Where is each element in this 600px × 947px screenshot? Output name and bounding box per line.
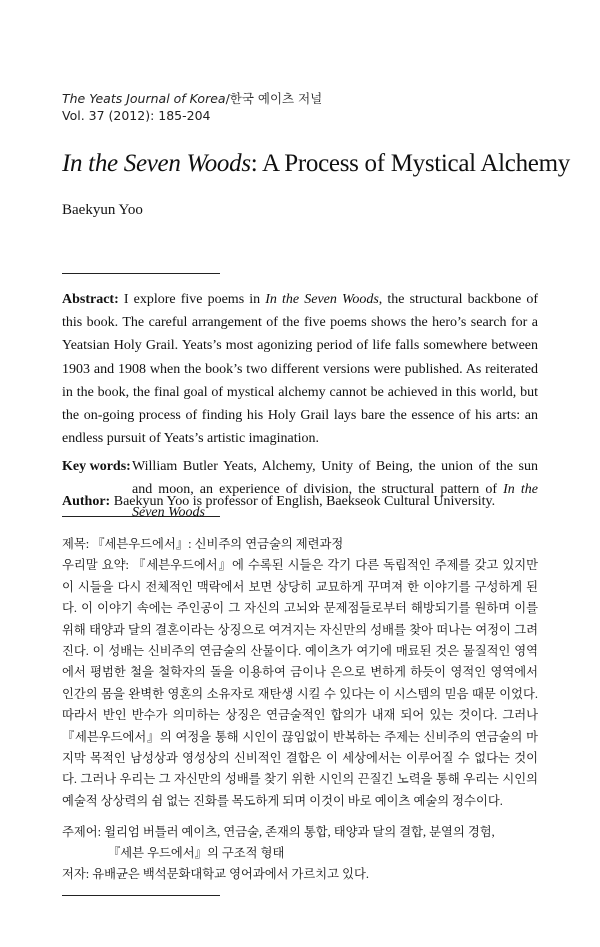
korean-title: 제목: 『세븐우드에서』: 신비주의 연금술의 제련과정: [62, 537, 344, 551]
divider-top: [62, 273, 220, 274]
title-book: In the Seven Woods: [62, 150, 251, 177]
abstract-text-2: , the structural backbone of this book. The careful arrangement of the five poems shows the hero’s search for a Yeatsian Holy Grail. Yeats’s most agonizing period of life falls somewhere between 1903 and 1908 when the book’s two different versions were published. As reiterated in the book, the final goal of mystical alchemy cannot be achieved in this world, but the on-going process of finding his Holy Grail lays bare the essence of his arts: an endless pursuit of Yeats’s artistic imagination.: [62, 292, 538, 447]
keywords: [62, 455, 538, 525]
journal-name-line: [62, 90, 322, 107]
korean-author: 저자: 유배균은 백석문화대학교 영어과에서 가르치고 있다.: [62, 867, 369, 881]
keywords-list: William Butler Yeats, Alchemy, Unity of Being, the union of the sun and moon, an experience of division, the structural pattern of: [132, 459, 538, 498]
keywords-label: Key words:: [62, 459, 131, 474]
journal-name-korean: /한국 예이츠 저널: [225, 91, 323, 106]
journal-header: [62, 90, 322, 124]
abstract-text-1: I explore five poems in: [118, 292, 266, 307]
author-name: Baekyun Yoo: [62, 202, 143, 218]
korean-summary: 우리말 요약: 『세븐우드에서』에 수록된 시들은 각기 다른 독립적인 주제를 갖고 있지만 이 시들을 다시 전체적인 맥락에서 보면 상당히 교묘하게 꾸며져 한 이야기를 구성하게 된다. 이 이야기 속에는 주인공이 그 자신의 고뇌와 문제점들로부터 해방되기를 원하며 이를 위해 태양과 달의 결혼이라는 상징으로 여겨지는 자신만의 성배를 찾아 떠나는 여정이 그려진다. 이 성배는 신비주의 연금술의 산물이다. 예이츠가 여기에 매료된 것은 물질적인 영역에서 평범한 철을 철학자의 돌을 이용하여 금이나 은으로 변하게 하듯이 영적인 영역에서 인간의 몸을 완벽한 영혼의 소유자로 재탄생 시킬 수 있다는 이 시스템의 믿음 때문 이었다. 따라서 반인 반수가 의미하는 상징은 연금술적인 합의가 내재 되어 있는 것이다. 그러나 『세븐우드에서』의 여정을 통해 시인이 끊임없이 반복하는 주제는 신비주의 연금술의 마지막 목적인 남성상과 영성상의 신비적인 결합은 이 세상에서는 이루어질 수 없다는 것이다. 그러나 우리는 그 자신만의 성배를 찾기 위한 시인의 끈질긴 노력을 통해 우리는 시인의 예술적 상상력의 쉼 없는 진화를 목도하게 되며 이것이 바로 예이츠 예술의 정수이다.: [62, 558, 538, 808]
korean-abstract: [62, 534, 538, 812]
korean-keywords: [62, 822, 538, 865]
journal-volume: Vol. 37 (2012): 185-204: [62, 108, 211, 123]
journal-name: The Yeats Journal of Korea: [62, 91, 226, 106]
author-note-text: Baekyun Yoo is professor of English, Baekseok Cultural University.: [110, 494, 496, 509]
paper-title: [62, 150, 582, 178]
divider-middle: [62, 516, 220, 517]
title-rest: : A Process of Mystical Alchemy: [250, 150, 570, 177]
author-note-label: Author:: [62, 494, 111, 509]
korean-keywords-line-2: 『세븐 우드에서』의 구조적 형태: [108, 846, 285, 861]
keywords-text: [132, 455, 538, 525]
divider-bottom: [62, 895, 220, 896]
keywords-book: In the Seven Woods: [132, 482, 538, 521]
abstract-label: Abstract:: [62, 292, 119, 307]
abstract-book: In the Seven Woods: [265, 292, 379, 307]
author-note: [62, 492, 538, 512]
korean-keywords-line-1: 주제어: 윌리엄 버틀러 예이츠, 연금술, 존재의 통합, 태양과 달의 결합, 분열의 경험,: [62, 825, 495, 839]
abstract: [62, 288, 538, 450]
